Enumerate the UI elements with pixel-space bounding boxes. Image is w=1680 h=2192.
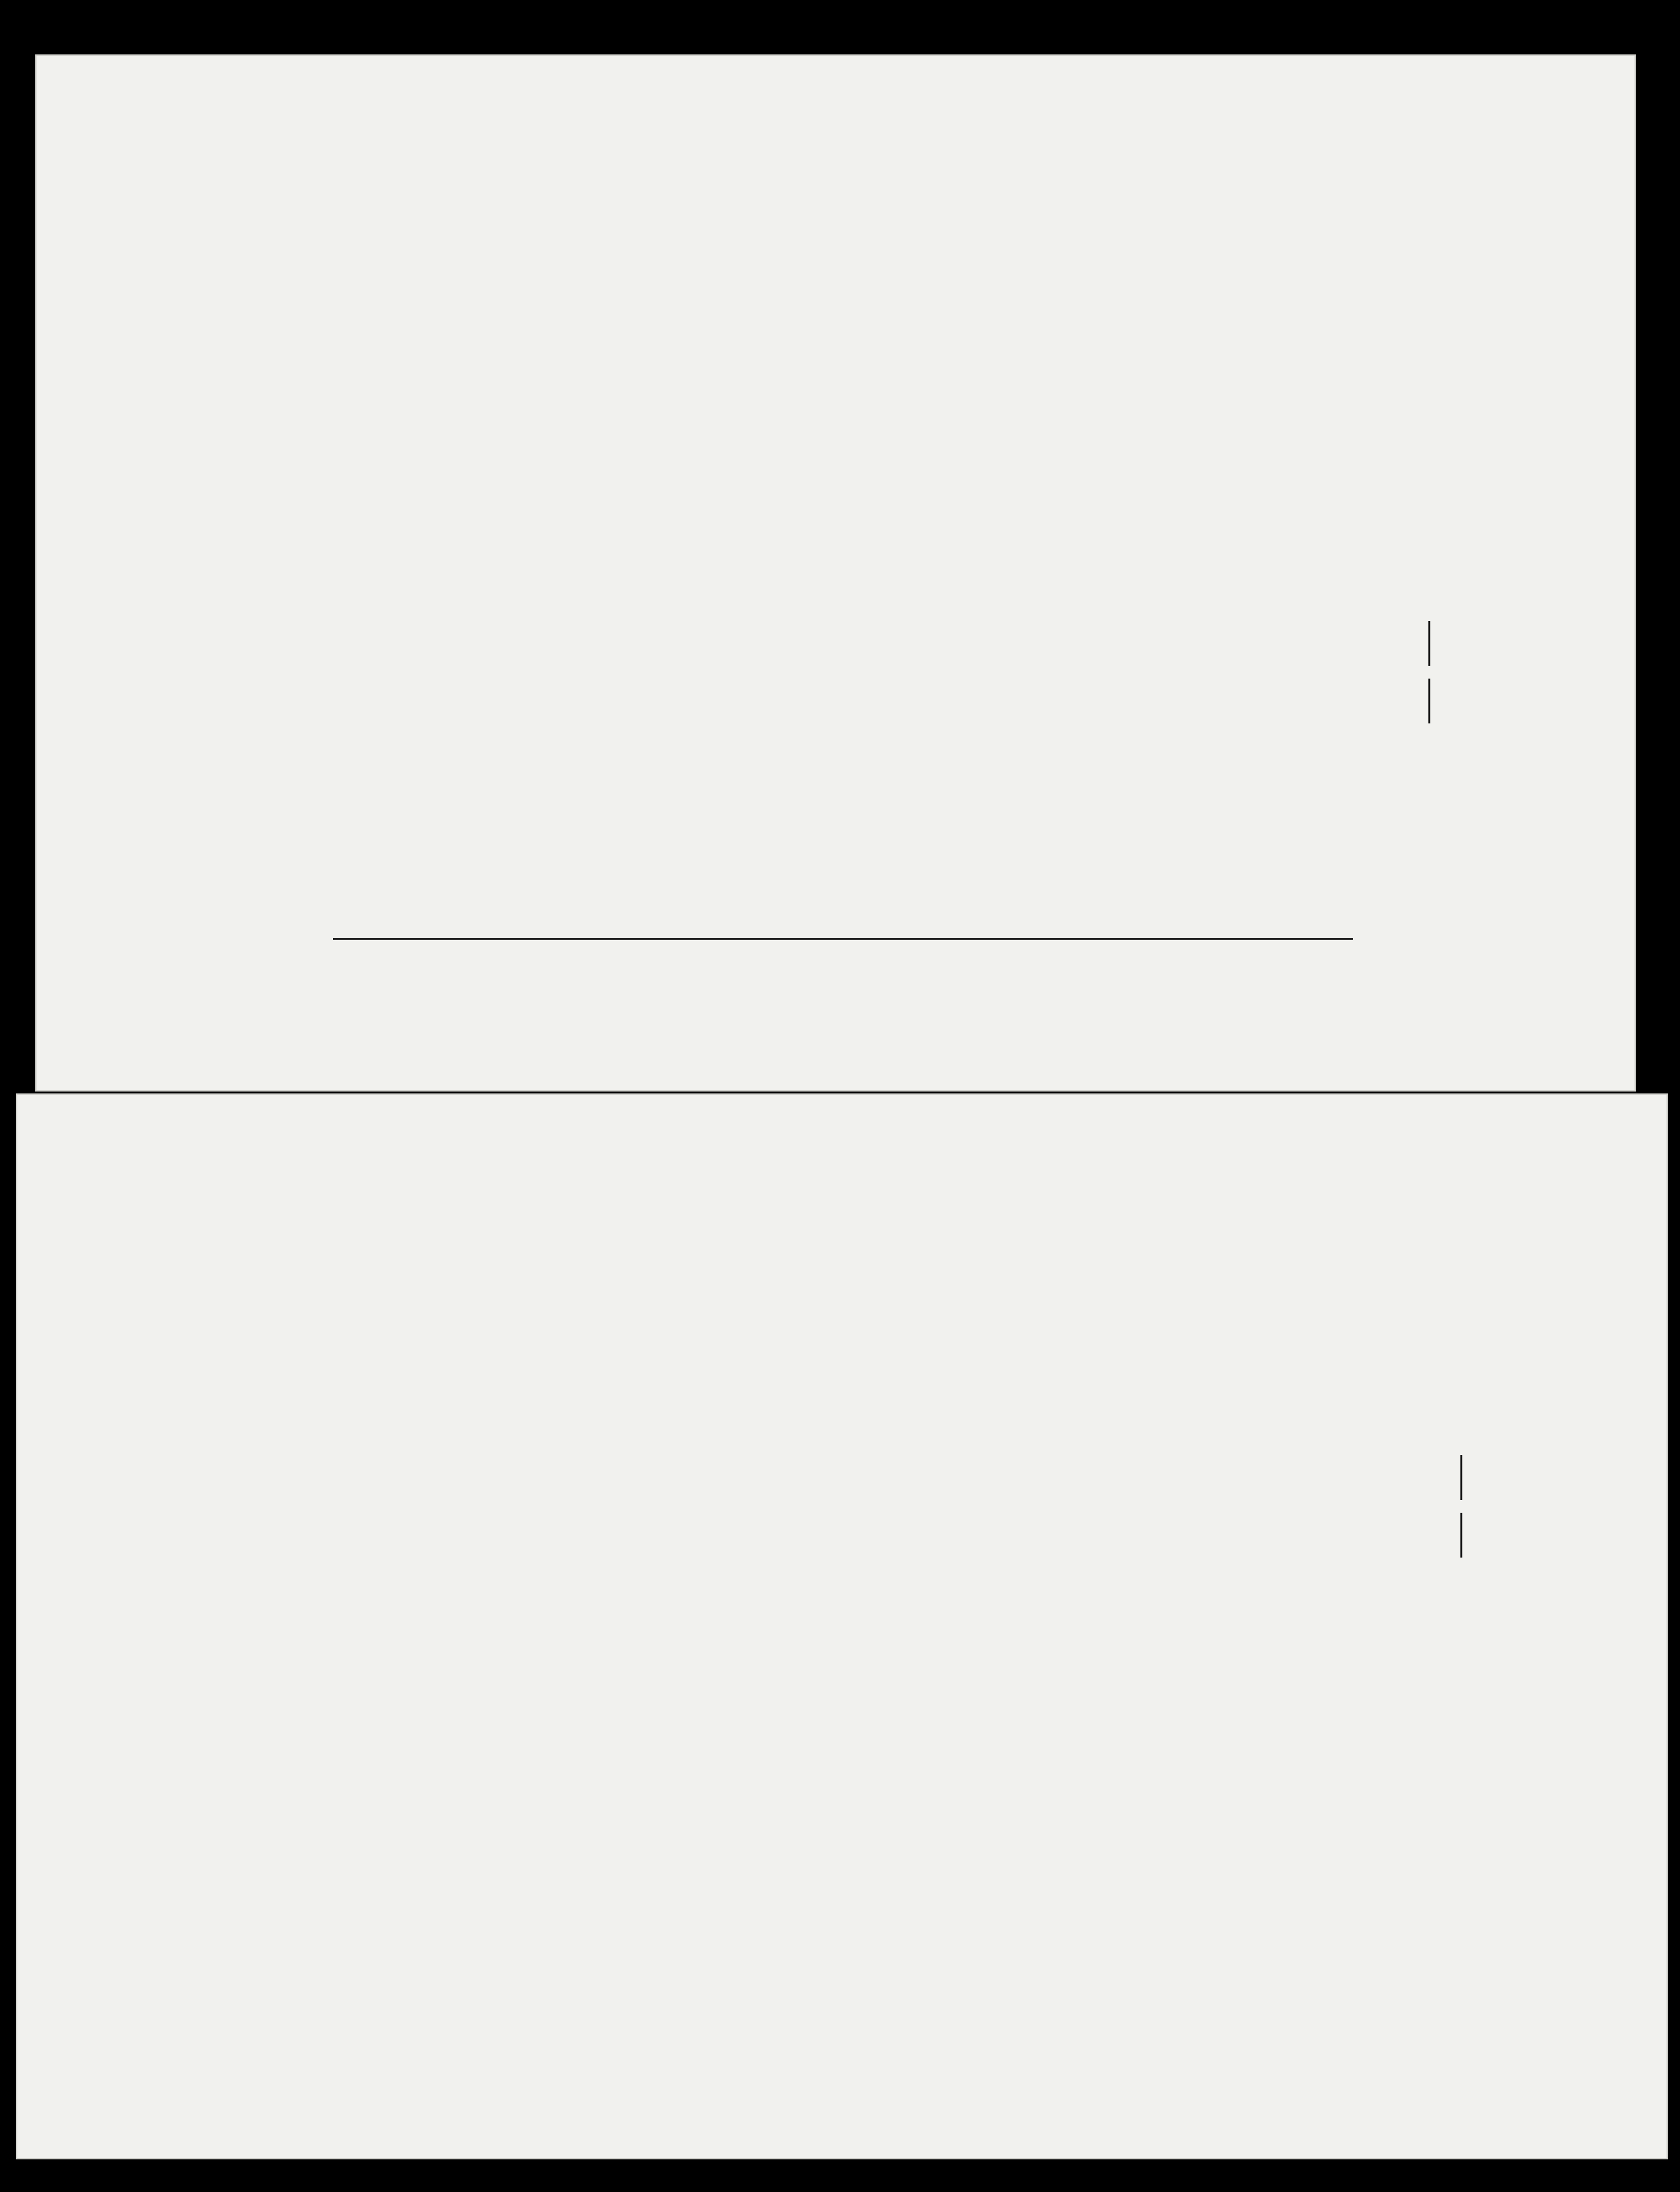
- top-page: [35, 54, 1636, 1092]
- page-number: [1418, 615, 1444, 730]
- page-number: [1450, 1449, 1476, 1564]
- table-bottom-rule: [333, 938, 1353, 940]
- bottom-page: [16, 1093, 1668, 2159]
